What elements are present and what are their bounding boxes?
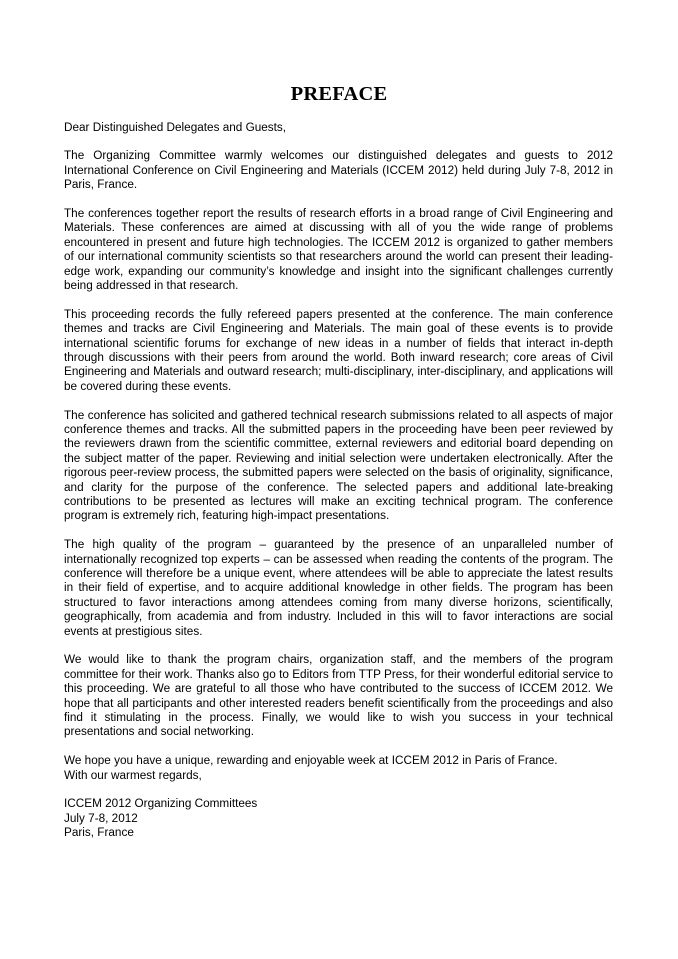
paragraph-research-overview: The conferences together report the results of research efforts in a broad range of Civil Engineering and Materials. These conferences are aimed at discussing with all of you the wide range of problems encountered in present and future high technologies. The ICCEM 2012 is organized to gather members of our international community scientists so that researchers around the world can present their leading-edge work, expanding our community’s knowledge and insight into the significant challenges currently being addressed in that research. [64, 206, 613, 292]
salutation: Dear Distinguished Delegates and Guests, [64, 120, 287, 134]
paragraph-review-process: The conference has solicited and gathered technical research submissions related to all aspects of major conference themes and tracks. All the submitted papers in the proceeding have been peer reviewed by the reviewers drawn from the scientific committee, external reviewers and editorial board depending on the subject matter of the paper. Reviewing and initial selection were undertaken electronically. After the rigorous peer-review process, the submitted papers were selected on the basis of originality, significance, and clarity for the purpose of the conference. The selected papers and additional late-breaking contributions to be presented as lectures will make an exciting technical program. The conference program is extremely rich, featuring high-impact presentations. [64, 408, 613, 523]
closing-wish: We hope you have a unique, rewarding and enjoyable week at ICCEM 2012 in Paris of France. [64, 754, 558, 768]
signature-organizer: ICCEM 2012 Organizing Committees [64, 797, 258, 811]
paragraph-acknowledgements: We would like to thank the program chairs, organization staff, and the members of the program committee for their work. Thanks also go to Editors from TTP Press, for their wonderful editorial service to this proceeding. We are grateful to all those who have contributed to the success of ICCEM 2012. We hope that all participants and other interested readers benefit scientifically from the proceedings and also find it stimulating in the process. Finally, we would like to wish you success in your technical presentations and social networking. [64, 653, 613, 739]
closing-regards: With our warmest regards, [64, 768, 202, 782]
signature-block [64, 797, 613, 840]
paragraph-welcome: The Organizing Committee warmly welcomes our distinguished delegates and guests to 2012 International Conference on Civil Engineering and Materials (ICCEM 2012) held during July 7-8, 2012 in Paris, France. [64, 149, 613, 192]
closing-block [64, 754, 613, 783]
paragraph-program-quality: The high quality of the program – guaranteed by the presence of an unparalleled number of internationally recognized top experts – can be assessed when reading the contents of the program. The conference will therefore be a unique event, where attendees will be able to appreciate the latest results in their field of expertise, and to acquire additional knowledge in other fields. The program has been structured to favor interactions among attendees coming from many diverse horizons, scientifically, geographically, from academia and from industry. Included in this will to favor interactions are social events at prestigious sites. [64, 538, 613, 638]
preface-body [64, 121, 613, 841]
signature-date: July 7-8, 2012 [64, 811, 138, 825]
paragraph-proceeding-scope: This proceeding records the fully refereed papers presented at the conference. The main conference themes and tracks are Civil Engineering and Materials. The main goal of these events is to provide international scientific forums for exchange of new ideas in a number of fields that interact in-depth through discussions with their peers from around the world. Both inward research; core areas of Civil Engineering and Materials and outward research; multi-disciplinary, inter-disciplinary, and applications will be covered during these events. [64, 307, 613, 393]
page-title: PREFACE [290, 83, 388, 105]
signature-location: Paris, France [64, 826, 134, 840]
